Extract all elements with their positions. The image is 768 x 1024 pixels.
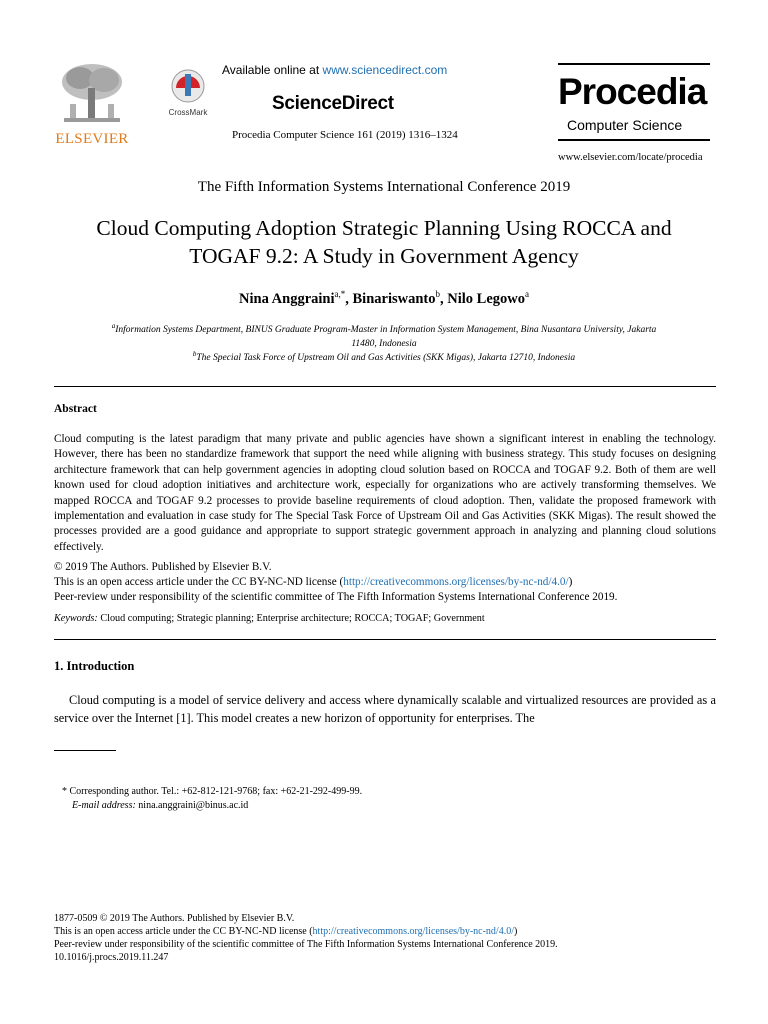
sciencedirect-wordmark: ScienceDirect [272,93,394,114]
bottom-license-link[interactable]: http://creativecommons.org/licenses/by-nc-nd/4.0/ [312,926,514,937]
abstract-text: Cloud computing is the latest paradigm that many private and public agencies have shown a significant interest in enabling the technology. However, there has been no standardize framework that support the need while aligning with business strategy. This study focuses on designing architecture framework that can help government agencies in adopting cloud solution based on ROCCA and TOGAF 9.2. Both of them are well known used for cloud adoption initiatives and architecture work, especially for organizations who are actively transforming themselves. We mapped ROCCA and TOGAF 9.2 processes to provide baseline requirements of cloud adoption. Then, validate the proposed framework with implementation and evaluation in case study for The Special Task Force of Upstream Oil and Gas Activities (SKK Migas). The result showed the processes provided are a good guidance and appropriate to support strategic government approach in analyzing and planning cloud solutions effectively. [54,433,716,553]
copyright-line: © 2019 The Authors. Published by Elsevier B.V. [54,561,272,573]
author-list: Nina Anggraini$^{a,*}$, Binariswanto$^b$, Nilo Legowo$^a$ [239,289,529,307]
paper-title: Cloud Computing Adoption Strategic Planning Using ROCCA and TOGAF 9.2: A Study in Government Agency [96,216,672,268]
section-heading: 1. Introduction [54,659,135,673]
abstract-heading: Abstract [54,403,97,415]
intro-paragraph: Cloud computing is a model of service delivery and access where dynamically scalable and virtualized resources are provided as a service over the Internet [1]. This model creates a new horizon of opportunity for enterprises. The [54,693,716,725]
journal-reference: Procedia Computer Science 161 (2019) 1316–1324 [232,129,458,141]
procedia-wordmark: Procedia [558,71,707,112]
affiliation-a: $^a$Information Systems Department, BINUS Graduate Program-Master in Information System Management, Bina Nusantara University, Jakarta 11480, Indonesia [111,322,657,350]
keywords [54,613,716,624]
doi[interactable]: 10.1016/j.procs.2019.11.247 [54,952,169,963]
available-online: Available online at www.sciencedirect.com [222,63,448,77]
footnote-divider [54,750,116,751]
email-address[interactable]: nina.anggraini@binus.ac.id [138,800,249,811]
bottom-peer-review: Peer-review under responsibility of the scientific committee of The Fifth Information Systems International Conference 2019. [54,939,558,950]
author-name: Nina Anggraini [239,290,335,307]
elsevier-logo [50,60,134,150]
journal-url[interactable]: www.elsevier.com/locate/procedia [558,152,703,163]
license-link[interactable]: http://creativecommons.org/licenses/by-nc-nd/4.0/ [343,576,569,588]
author-name: Nilo Legowo [447,290,525,307]
email-line: E-mail address: nina.anggraini@binus.ac.id [72,800,249,811]
procedia-subtitle: Computer Science [567,117,683,133]
divider [54,639,716,640]
elsevier-wordmark: ELSEVIER [55,131,129,147]
license-line: This is an open access article under the CC BY-NC-ND license (http://creativecommons.org/licenses/by-nc-nd/4.0/) [54,576,573,588]
divider [54,386,716,387]
crossmark-icon [160,66,216,108]
keywords-label: Keywords: [54,613,98,624]
procedia-logo [558,63,710,141]
conference-name: The Fifth Information Systems International Conference 2019 [197,179,571,195]
sciencedirect-link[interactable]: www.sciencedirect.com [322,63,448,77]
issn-line: 1877-0509 © 2019 The Authors. Published by Elsevier B.V. [54,913,295,924]
corresponding-author: * Corresponding author. Tel.: +62-812-121-9768; fax: +62-21-292-499-99. [62,786,363,797]
crossmark-label: CrossMark [168,108,208,117]
elsevier-tree-icon [50,60,134,130]
bottom-license-line: This is an open access article under the CC BY-NC-ND license (http://creativecommons.org/licenses/by-nc-nd/4.0/) [54,926,518,937]
crossmark-badge[interactable] [160,66,216,122]
keywords-list: Cloud computing; Strategic planning; Enterprise architecture; ROCCA; TOGAF; Government [100,613,485,624]
peer-review-line: Peer-review under responsibility of the scientific committee of The Fifth Information Systems International Conference 2019. [54,591,618,603]
affiliation-b: $^b$The Special Task Force of Upstream Oil and Gas Activities (SKK Migas), Jakarta 12710, Indonesia [192,350,576,364]
author-name: Binariswanto [352,290,436,307]
